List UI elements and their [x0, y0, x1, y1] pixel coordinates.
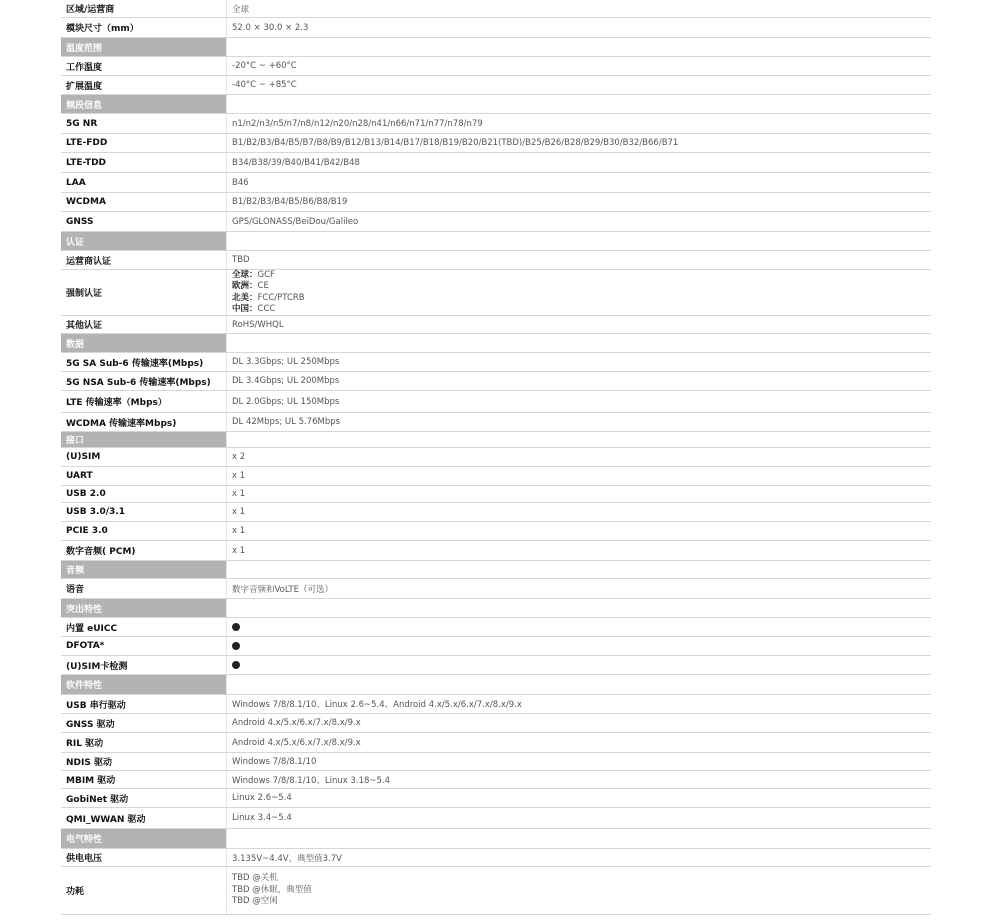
- spec-label: GobiNet 驱动: [66, 794, 129, 805]
- section-header: [61, 334, 931, 353]
- spec-label: WCDMA: [66, 197, 106, 207]
- cert-list: [226, 270, 931, 315]
- section-spacer: [226, 95, 931, 113]
- section-header: [61, 95, 931, 114]
- spec-label: 工作温度: [66, 62, 103, 73]
- spec-row: [61, 541, 931, 561]
- spec-row: [61, 486, 931, 503]
- section-spacer: [226, 334, 931, 352]
- spec-value: x 1: [226, 522, 931, 540]
- spec-row: [61, 753, 931, 771]
- spec-value: GPS/GLONASS/BeiDou/Galileo: [226, 212, 931, 231]
- spec-value: RoHS/WHQL: [226, 316, 931, 333]
- spec-label: 5G NSA Sub-6 传输速率(Mbps): [66, 377, 211, 388]
- power-list: [226, 867, 931, 914]
- spec-row: [61, 637, 931, 656]
- spec-label: 强制认证: [66, 289, 103, 299]
- spec-label: PCIE 3.0: [66, 526, 108, 536]
- spec-label: UART: [66, 471, 93, 481]
- section-spacer: [226, 432, 931, 447]
- section-spacer: [226, 675, 931, 694]
- cert-line: [232, 270, 275, 282]
- power-line: TBD @关机: [232, 873, 278, 884]
- section-header: [61, 829, 931, 849]
- spec-label: 5G SA Sub-6 传输速率(Mbps): [66, 358, 204, 369]
- section-title: 数据: [61, 334, 226, 352]
- section-title: 接口: [61, 432, 226, 447]
- spec-row: [61, 467, 931, 486]
- spec-label: 内置 eUICC: [66, 623, 118, 634]
- spec-row: [61, 656, 931, 675]
- spec-label: GNSS: [66, 216, 94, 227]
- section-title: 软件特性: [61, 675, 226, 694]
- spec-label: 其他认证: [66, 321, 103, 331]
- spec-value: 52.0 × 30.0 × 2.3: [226, 18, 931, 37]
- spec-value: DL 42Mbps; UL 5.76Mbps: [226, 413, 931, 431]
- spec-row: [61, 193, 931, 212]
- spec-label: USB 2.0: [66, 489, 106, 499]
- cert-line: [232, 281, 269, 293]
- spec-label: 功耗: [66, 887, 85, 897]
- spec-label: LTE 传输速率（Mbps）: [66, 398, 167, 408]
- spec-value: B34/B38/39/B40/B41/B42/B48: [226, 153, 931, 172]
- spec-label: LTE-FDD: [66, 138, 108, 148]
- spec-row: [61, 372, 931, 391]
- spec-value: 3.135V~4.4V，典型值3.7V: [226, 849, 931, 866]
- spec-value: 数字音频和VoLTE（可选）: [226, 579, 931, 598]
- spec-label: 语音: [66, 585, 85, 595]
- bullet-dot-icon: [232, 661, 240, 669]
- spec-label: 运营商认证: [66, 256, 112, 267]
- spec-label: NDIS 驱动: [66, 758, 112, 768]
- spec-value: DL 3.3Gbps; UL 250Mbps: [226, 353, 931, 371]
- spec-label: 模块尺寸（mm）: [66, 24, 139, 34]
- spec-row: [61, 251, 931, 270]
- spec-row: [61, 134, 931, 153]
- spec-row: [61, 76, 931, 95]
- cert-region: 中国：: [232, 304, 258, 314]
- cert-standard: FCC/PTCRB: [257, 292, 305, 303]
- section-title: 频段信息: [61, 95, 226, 113]
- cert-region: 欧洲：: [232, 281, 258, 291]
- spec-row: [61, 867, 931, 915]
- section-title: 电气特性: [61, 829, 226, 848]
- spec-label: 供电电压: [66, 854, 103, 864]
- spec-value: B46: [226, 173, 931, 192]
- spec-row: [61, 353, 931, 372]
- spec-value: Android 4.x/5.x/6.x/7.x/8.x/9.x: [226, 714, 931, 732]
- section-header: [61, 38, 931, 57]
- spec-value: DL 3.4Gbps; UL 200Mbps: [226, 372, 931, 390]
- spec-row: [61, 270, 931, 316]
- spec-row: [61, 733, 931, 753]
- spec-label: USB 3.0/3.1: [66, 507, 125, 517]
- spec-label: LTE-TDD: [66, 157, 107, 168]
- spec-label: 区域/运营商: [66, 5, 115, 15]
- spec-row: [61, 503, 931, 522]
- spec-row: [61, 18, 931, 38]
- spec-value: B1/B2/B3/B4/B5/B6/B8/B19: [226, 193, 931, 211]
- spec-value: [226, 618, 931, 636]
- spec-label: WCDMA 传输速率Mbps): [66, 418, 177, 429]
- spec-row: [61, 808, 931, 829]
- cert-region: 全球：: [232, 269, 258, 280]
- bullet-dot-icon: [232, 623, 240, 631]
- section-header: [61, 561, 931, 579]
- spec-label: GNSS 驱动: [66, 719, 115, 730]
- spec-value: x 1: [226, 503, 931, 521]
- spec-label: (U)SIM卡检测: [66, 661, 128, 672]
- power-line: TBD @休眠，典型值: [232, 884, 312, 895]
- section-title: 认证: [61, 232, 226, 250]
- section-header: [61, 599, 931, 618]
- spec-value: DL 2.0Gbps; UL 150Mbps: [226, 391, 931, 412]
- spec-value: Linux 3.4~5.4: [226, 808, 931, 828]
- spec-label: MBIM 驱动: [66, 776, 116, 786]
- section-spacer: [226, 599, 931, 617]
- spec-label: (U)SIM: [66, 452, 101, 462]
- spec-value: Windows 7/8/8.1/10、Linux 3.18~5.4: [226, 771, 931, 788]
- spec-row: [61, 0, 931, 18]
- cert-standard: CCC: [257, 304, 276, 314]
- spec-value: n1/n2/n3/n5/n7/n8/n12/n20/n28/n41/n66/n71/n77/n78/n79: [226, 114, 931, 133]
- section-spacer: [226, 38, 931, 56]
- spec-label: 扩展温度: [66, 81, 103, 92]
- spec-value: x 2: [226, 448, 931, 466]
- spec-row: [61, 413, 931, 432]
- spec-row: [61, 579, 931, 599]
- spec-value: Windows 7/8/8.1/10: [226, 753, 931, 770]
- spec-label: 5G NR: [66, 118, 98, 129]
- spec-row: [61, 391, 931, 413]
- spec-row: [61, 695, 931, 714]
- spec-row: [61, 316, 931, 334]
- spec-value: x 1: [226, 486, 931, 502]
- cert-standard: GCF: [257, 269, 275, 280]
- section-title: 突出特性: [61, 599, 226, 617]
- section-header: [61, 432, 931, 448]
- spec-label: DFOTA*: [66, 641, 105, 651]
- section-title: 音频: [61, 561, 226, 578]
- spec-row: [61, 212, 931, 232]
- spec-value: B1/B2/B3/B4/B5/B7/B8/B9/B12/B13/B14/B17/B18/B19/B20/B21(TBD)/B25/B26/B28/B29/B30/B32/B66/B71: [226, 134, 931, 152]
- cert-line: [232, 304, 275, 316]
- spec-label: QMI_WWAN 驱动: [66, 814, 146, 825]
- spec-row: [61, 789, 931, 808]
- spec-row: [61, 522, 931, 541]
- spec-value: [226, 637, 931, 655]
- section-spacer: [226, 829, 931, 848]
- spec-row: [61, 173, 931, 193]
- spec-row: [61, 448, 931, 467]
- spec-value: TBD: [226, 251, 931, 269]
- spec-label: RIL 驱动: [66, 739, 104, 749]
- section-spacer: [226, 232, 931, 250]
- cert-line: [232, 293, 305, 305]
- spec-row: [61, 114, 931, 134]
- spec-value: [226, 656, 931, 674]
- spec-row: [61, 57, 931, 76]
- spec-label: 数字音频( PCM): [66, 547, 136, 557]
- section-title: 温度范围: [61, 38, 226, 56]
- spec-value: -40°C ~ +85°C: [226, 76, 931, 94]
- spec-label: USB 串行驱动: [66, 700, 126, 711]
- spec-value: -20°C ~ +60°C: [226, 57, 931, 75]
- spec-value: 全球: [226, 0, 931, 17]
- spec-value: Linux 2.6~5.4: [226, 789, 931, 807]
- spec-value: x 1: [226, 467, 931, 485]
- bullet-dot-icon: [232, 642, 240, 650]
- spec-row: [61, 849, 931, 867]
- spec-row: [61, 714, 931, 733]
- spec-row: [61, 153, 931, 173]
- spec-label: LAA: [66, 177, 86, 188]
- spec-value: x 1: [226, 541, 931, 560]
- section-header: [61, 232, 931, 251]
- spec-value: Windows 7/8/8.1/10、Linux 2.6~5.4、Android 4.x/5.x/6.x/7.x/8.x/9.x: [226, 695, 931, 713]
- spec-row: [61, 618, 931, 637]
- spec-row: [61, 771, 931, 789]
- section-spacer: [226, 561, 931, 578]
- cert-standard: CE: [257, 281, 269, 291]
- power-line: TBD @空闲: [232, 896, 278, 907]
- spec-value: Android 4.x/5.x/6.x/7.x/8.x/9.x: [226, 733, 931, 752]
- section-header: [61, 675, 931, 695]
- spec-table: [61, 0, 931, 915]
- cert-region: 北美：: [232, 292, 258, 303]
